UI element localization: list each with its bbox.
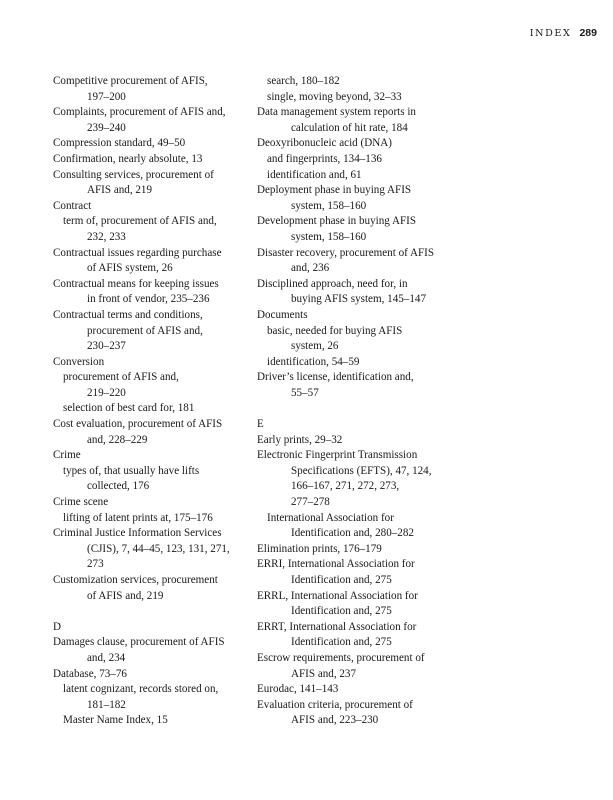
index-entry: Eurodac, 141–143 [257,683,339,696]
section-label: INDEX [529,28,572,39]
index-entry-continuation: AFIS and, 219 [87,184,153,197]
index-entry-continuation: 232, 233 [87,230,126,243]
index-entry-continuation: 181–182 [87,698,126,711]
index-entry: Crime scene [53,496,109,509]
index-entry: ERRL, International Association for [257,589,418,602]
index-column-right [257,74,462,729]
index-subentry: latent cognizant, records stored on, [63,683,219,696]
index-entry: ERRI, International Association for [257,558,415,571]
index-subentry: single, moving beyond, 32–33 [267,90,402,103]
index-entry-continuation: Identification and, 275 [291,574,392,586]
index-entry-continuation: AFIS and, 223–230 [291,714,379,727]
index-entry-continuation: 219–220 [87,386,126,399]
index-entry-continuation: of AFIS system, 26 [87,262,173,275]
index-entry-continuation: in front of vendor, 235–236 [87,293,210,306]
index-entry: Documents [257,308,308,321]
index-entry-continuation: and, 228–229 [87,433,148,446]
index-entry-continuation: Identification and, 275 [291,636,392,649]
index-entry: Driver’s license, identification and, [257,371,414,384]
index-entry: Complaints, procurement of AFIS and, [53,106,226,119]
index-entry-continuation: procurement of AFIS and, [87,324,203,337]
index-entry-continuation: of AFIS and, 219 [87,589,164,602]
index-entry-continuation: Identification and, 275 [291,605,392,618]
index-column-left [53,74,253,729]
index-entry: Confirmation, nearly absolute, 13 [53,152,203,165]
index-entry-continuation: 239–240 [87,121,126,134]
index-entry: Early prints, 29–32 [257,433,343,446]
index-entry-continuation: system, 26 [291,340,339,353]
page-number: 289 [579,27,597,39]
index-subentry: term of, procurement of AFIS and, [63,215,217,228]
index-entry-continuation: system, 158–160 [291,199,367,212]
index-subentry: International Association for [267,511,394,524]
index-entry: Conversion [53,355,105,368]
index-entry: Customization services, procurement [53,574,218,586]
index-entry-continuation: collected, 176 [87,480,150,493]
index-entry: Evaluation criteria, procurement of [257,698,413,711]
index-entry-continuation: Specifications (EFTS), 47, 124, [291,464,432,477]
index-entry: Electronic Fingerprint Transmission [257,449,418,462]
index-subentry: search, 180–182 [267,75,340,87]
index-subentry: Master Name Index, 15 [63,714,168,727]
section-letter-d: D [53,620,62,633]
index-entry: Disciplined approach, need for, in [257,277,408,290]
index-entry: Crime [53,449,81,462]
index-entry: Disaster recovery, procurement of AFIS [257,246,435,259]
index-entry: Competitive procurement of AFIS, [53,75,208,87]
index-entry: Contractual means for keeping issues [53,277,219,290]
section-letter-e: E [257,418,264,431]
index-entry-continuation: 277–278 [291,496,330,509]
index-entry: Consulting services, procurement of [53,168,214,181]
index-entry: Compression standard, 49–50 [53,137,186,150]
index-entry-continuation: 166–167, 271, 272, 273, [291,480,400,493]
index-entry-continuation: 197–200 [87,90,126,103]
index-entry: Development phase in buying AFIS [257,215,416,228]
index-entry: Contract [53,199,92,212]
index-entry: Contractual issues regarding purchase [53,246,222,259]
index-entry-continuation: buying AFIS system, 145–147 [291,293,426,306]
section-gap [257,401,462,417]
index-entry: Damages clause, procurement of AFIS [53,636,225,649]
section-gap [53,604,253,620]
index-subentry: and fingerprints, 134–136 [267,152,382,165]
index-entry-continuation: calculation of hit rate, 184 [291,121,408,134]
index-entry: Escrow requirements, procurement of [257,651,425,664]
index-entry-continuation: 273 [87,558,104,571]
index-subentry: identification, 54–59 [267,355,360,368]
index-entry-continuation: AFIS and, 237 [291,667,357,680]
index-subentry: identification and, 61 [267,168,362,181]
index-subentry: types of, that usually have lifts [63,464,200,477]
index-entry: Database, 73–76 [53,667,127,680]
index-entry: Elimination prints, 176–179 [257,542,382,555]
index-entry-continuation: 230–237 [87,340,126,353]
index-entry: Criminal Justice Information Services [53,527,222,540]
index-entry: Contractual terms and conditions, [53,308,203,321]
index-entry: ERRT, International Association for [257,620,417,633]
index-entry-continuation: system, 158–160 [291,230,367,243]
index-entry: Data management system reports in [257,106,416,119]
index-entry-continuation: and, 234 [87,651,126,664]
index-entry-continuation: 55–57 [291,386,319,399]
index-subentry: basic, needed for buying AFIS [267,324,403,337]
index-subentry: selection of best card for, 181 [63,402,195,415]
index-subentry: lifting of latent prints at, 175–176 [63,511,213,524]
running-head [530,27,597,39]
index-entry-continuation: and, 236 [291,262,330,275]
index-entry-continuation: (CJIS), 7, 44–45, 123, 131, 271, [87,542,230,555]
index-entry-continuation: Identification and, 280–282 [291,527,414,540]
index-entry: Deployment phase in buying AFIS [257,184,412,197]
index-entry: Deoxyribonucleic acid (DNA) [257,137,392,150]
index-subentry: procurement of AFIS and, [63,371,179,384]
index-entry: Cost evaluation, procurement of AFIS [53,418,223,431]
